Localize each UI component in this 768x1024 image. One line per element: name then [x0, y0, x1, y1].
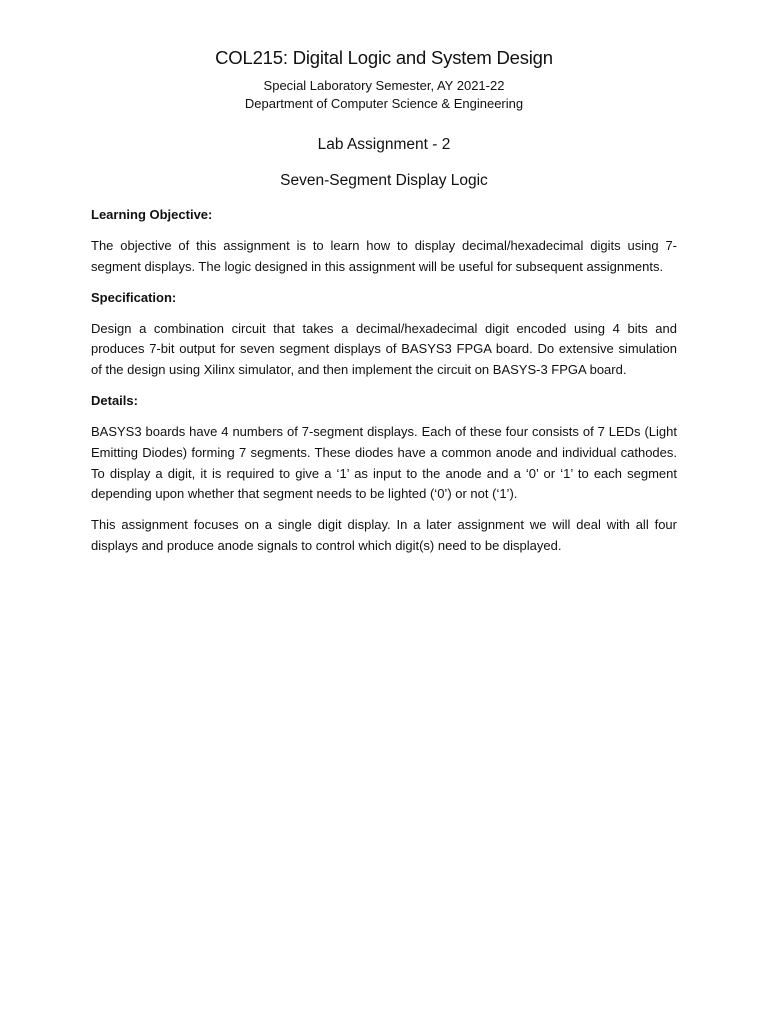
- learning-objective-text: The objective of this assignment is to learn how to display decimal/hexadecimal digits using 7-segment displays. The logic designed in this assignment will be useful for subsequent assignments.: [91, 238, 677, 274]
- lab-assignment-title: Lab Assignment - 2: [317, 136, 451, 153]
- details-heading: Details:: [91, 393, 138, 409]
- specification-heading: Specification:: [91, 289, 177, 305]
- document-body: [91, 205, 677, 567]
- department-line: Department of Computer Science & Engineering: [244, 96, 524, 111]
- details-paragraph-2: This assignment focuses on a single digit display. In a later assignment we will deal with all four displays and produce anode signals to control which digit(s) need to be displayed.: [91, 517, 677, 553]
- learning-objective-heading: Learning Objective:: [91, 207, 213, 222]
- details-paragraph-1: BASYS3 boards have 4 numbers of 7-segment displays. Each of these four consists of 7 LEDs (Light Emitting Diodes) forming 7 segments. These diodes have a common anode and individual cathodes. To display a digit, it is required to give a ‘1’ as input to the anode and a ‘0’ or ‘1’ to each segment depending upon whether that segment needs to be lighted (‘0’) or not (‘1’).: [91, 424, 677, 502]
- course-title: COL215: Digital Logic and System Design: [215, 47, 553, 68]
- semester-line: Special Laboratory Semester, AY 2021-22: [263, 78, 505, 93]
- topic-title: Seven-Segment Display Logic: [280, 172, 488, 189]
- specification-text: Design a combination circuit that takes a decimal/hexadecimal digit encoded using 4 bits and produces 7-bit output for seven segment displays of BASYS3 FPGA board. Do extensive simulation of the design using Xilinx simulator, and then implement the circuit on BASYS-3 FPGA board.: [91, 320, 677, 378]
